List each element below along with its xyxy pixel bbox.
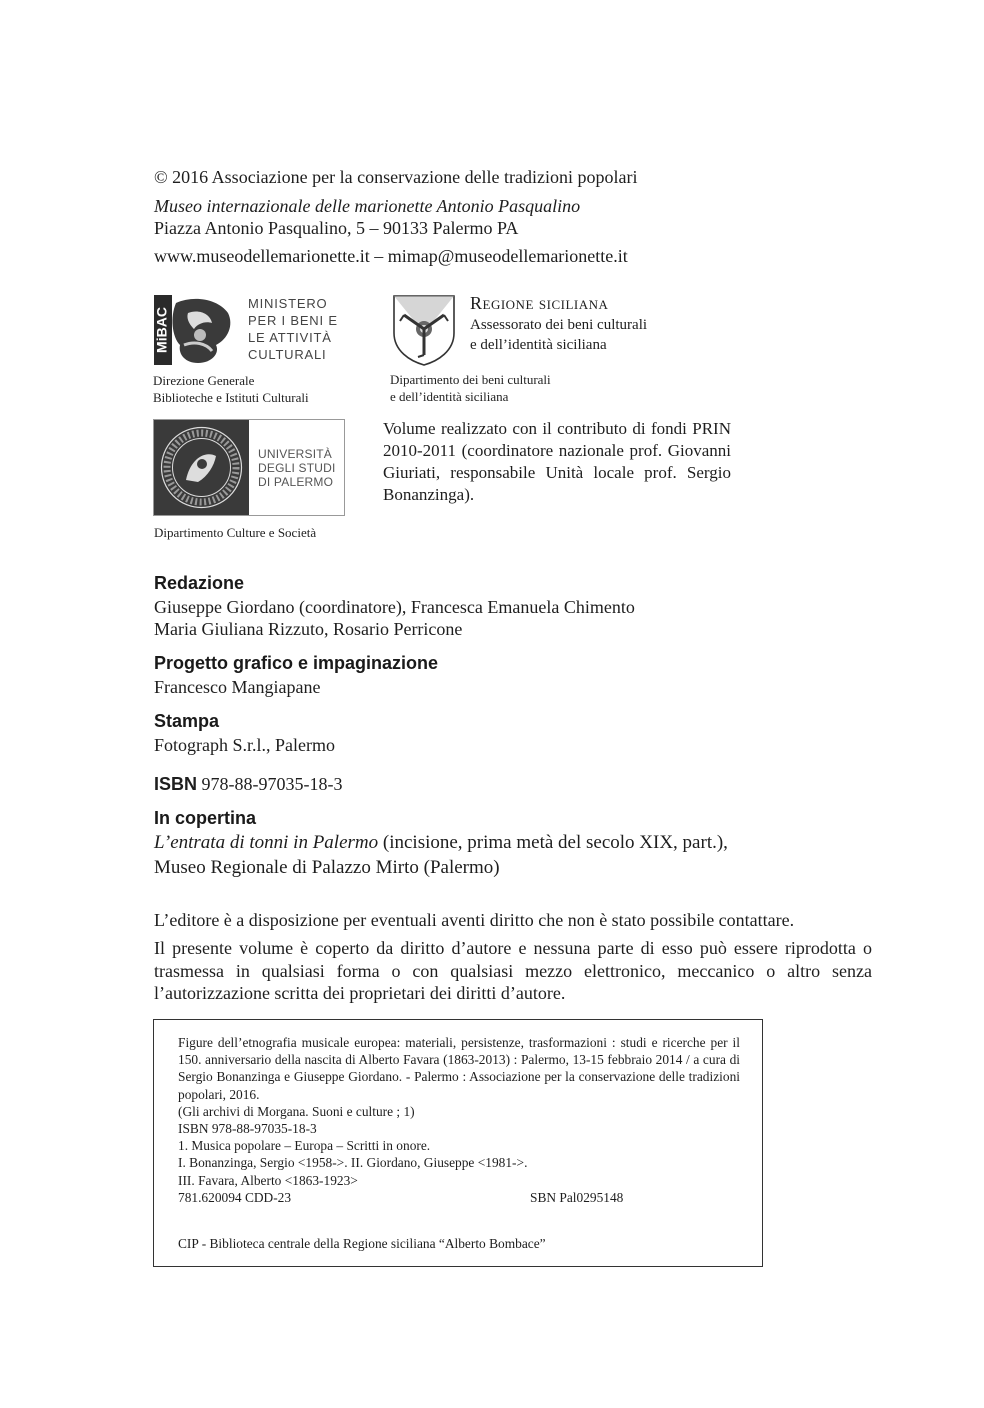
rights-disclaimer: Il presente volume è coperto da diritto d’autore e nessuna parte di esso può essere riprodotta o trasmessa in qualsiasi forma o con qualsiasi mezzo elettronico, meccanico o altro senza l’autorizzazione scritta dei proprietari dei diritti d’autore. [154, 938, 872, 1003]
isbn-label: ISBN [154, 774, 198, 794]
cip-footer: CIP - Biblioteca centrale della Regione siciliana “Alberto Bombace” [178, 1236, 546, 1251]
cip-authors: III. Favara, Alberto <1863-1923> [178, 1172, 358, 1188]
mibac-word: PER I BENI E [248, 313, 338, 328]
unipa-seal-icon [154, 420, 249, 515]
cip-sbn: SBN Pal0295148 [530, 1189, 624, 1205]
cip-record [178, 1034, 740, 1206]
copertina-description [154, 832, 728, 854]
copertina-heading: In copertina [154, 808, 257, 828]
trinacria-shield-icon [390, 293, 458, 367]
regione-caption [390, 371, 551, 405]
cip-dewey: 781.620094 CDD-23 [178, 1189, 292, 1205]
cip-series: (Gli archivi di Morgana. Suoni e culture ; 1) [178, 1103, 415, 1119]
unipa-word: DEGLI STUDI [258, 461, 336, 475]
cover-artwork-title: L’entrata di tonni in Palermo [154, 832, 379, 853]
cover-artwork-details: (incisione, prima metà del secolo XIX, part.), [378, 832, 728, 853]
redazione-heading: Redazione [154, 573, 245, 593]
isbn-value: 978-88-97035-18-3 [201, 774, 343, 794]
funding-note: Volume realizzato con il contributo di fondi PRIN 2010-2011 (coordinatore nazionale prof. Giovanni Giuriati, responsabile Unità locale prof. Sergio Bonanzinga). [383, 419, 731, 504]
mibac-word: MINISTERO [248, 296, 328, 311]
redazione-names: Maria Giuliana Rizzuto, Rosario Perricone [154, 619, 463, 639]
regione-caption-line: Dipartimento dei beni culturali [390, 372, 551, 387]
grafica-name: Francesco Mangiapane [154, 677, 321, 697]
editor-disclaimer: L’editore è a disposizione per eventuali aventi diritto che non è stato possibile contattare. [154, 910, 795, 930]
unipa-wordmark [258, 447, 336, 489]
stampa-name: Fotograph S.r.l., Palermo [154, 735, 335, 755]
cip-classification [178, 1189, 740, 1206]
regione-subtitle-line: e dell’identità siciliana [470, 337, 607, 353]
cip-authors: I. Bonanzinga, Sergio <1958->. II. Giordano, Giuseppe <1981->. [178, 1155, 528, 1171]
unipa-logo [153, 419, 345, 516]
mibac-caption [153, 372, 309, 406]
regione-caption-line: e dell’identità siciliana [390, 389, 509, 404]
cover-artwork-location: Museo Regionale di Palazzo Mirto (Palermo) [154, 857, 500, 878]
copyright-line: © 2016 Associazione per la conservazione delle tradizioni popolari [154, 167, 638, 187]
stampa-heading: Stampa [154, 711, 220, 731]
mibac-caption-line: Direzione Generale [153, 373, 255, 388]
cip-record-box [153, 1019, 763, 1267]
cip-subject: 1. Musica popolare – Europa – Scritti in onore. [178, 1138, 431, 1154]
unipa-word: DI PALERMO [258, 475, 334, 489]
regione-title: Regione siciliana [470, 293, 609, 313]
unipa-caption: Dipartimento Culture e Società [154, 525, 317, 540]
isbn-line [154, 773, 343, 795]
regione-subtitle [470, 315, 647, 355]
unipa-word: UNIVERSITÀ [258, 447, 333, 461]
cip-isbn: ISBN 978-88-97035-18-3 [178, 1121, 317, 1137]
mibac-word: LE ATTIVITÀ [248, 330, 332, 345]
museum-address: Piazza Antonio Pasqualino, 5 – 90133 Palermo PA [154, 218, 519, 238]
redazione-names: Giuseppe Giordano (coordinatore), Francesca Emanuela Chimento [154, 597, 635, 617]
regione-subtitle-line: Assessorato dei beni culturali [470, 317, 648, 333]
museum-name: Museo internazionale delle marionette Antonio Pasqualino [154, 196, 581, 216]
mibac-logo-icon [154, 295, 234, 365]
mibac-mark-text: MiBAC [154, 307, 170, 353]
cip-description: Figure dell’etnografia musicale europea: materiali, persistenze, trasformazioni : studi e ricerche per il 150. anniversario della nascita di Alberto Favara (1863-2013) : Palermo, 13-15 febbraio 2014 / a cura di Sergio Bonanzinga e Giuseppe Giordano. - Palermo : Associazione per la conservazione delle tradizioni popolari, 2016. [178, 1035, 740, 1102]
grafica-heading: Progetto grafico e impaginazione [154, 653, 439, 673]
mibac-word: CULTURALI [248, 347, 327, 362]
mibac-caption-line: Biblioteche e Istituti Culturali [153, 390, 309, 405]
mibac-wordmark [248, 295, 358, 363]
museum-web-contacts: www.museodellemarionette.it – mimap@museodellemarionette.it [154, 246, 628, 266]
